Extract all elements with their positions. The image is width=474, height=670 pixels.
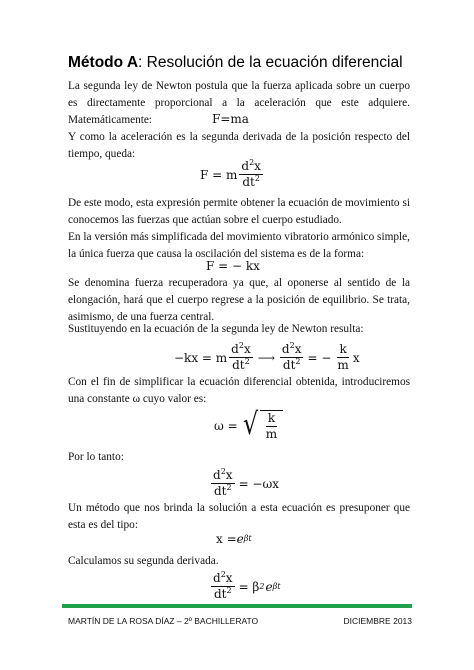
eq6-rhs: = −ωx <box>238 476 280 491</box>
footer-date: DICIEMBRE 2013 <box>343 616 412 626</box>
footer-author: MARTÍN DE LA ROSA DÍAZ – 2º BACHILLERATO <box>68 616 259 626</box>
exp-e: e <box>236 532 244 546</box>
fraction-d2x-dt2-b: $\frac{d^2x}{dt^2}$ <box>281 341 302 372</box>
square-root <box>241 407 284 442</box>
paragraph-6: Sustituyendo en la ecuación de la segunda ley de Newton resulta: <box>68 323 364 335</box>
paragraph-1: La segunda ley de Newton postula que la fuerza aplicada sobre un cuerpo es directamente proporcional a la aceleración que este adquiere. Matemáticamente: <box>68 80 410 126</box>
title-method: Método A <box>68 54 139 71</box>
paragraph-9: Un método que nos brinda la solución a esta ecuación es presuponer que esta es del tipo: <box>68 502 410 531</box>
equation-newton: F=ma <box>212 112 249 126</box>
eq7-lhs: x = <box>216 532 237 546</box>
paragraph-8: Por lo tanto: <box>68 451 124 463</box>
fraction-d2x-dt2: $\frac{d^2x}{dt^2}$ <box>241 158 261 189</box>
radical-sign: √ <box>242 407 258 442</box>
paragraph-4: En la versión más simplificada del movimiento vibratorio armónico simple, la única fuerza que causa la oscilación del sistema es de la forma: <box>68 231 410 260</box>
omega-lhs: ω = <box>214 418 238 433</box>
eq8-rhs: = β <box>238 579 260 594</box>
eq2-lhs: F = m <box>200 167 238 182</box>
eq4-x: x <box>352 350 360 365</box>
equation-trial-solution: x = e βt <box>216 532 252 546</box>
paragraph-10: Calculamos su segunda derivada. <box>68 555 219 567</box>
exp-e-2: e <box>265 579 273 594</box>
equation-restoring-force: F = − kx <box>206 259 260 273</box>
equation-second-derivative <box>200 160 265 189</box>
paragraph-7: Con el fin de simplificar la ecuación diferencial obtenida, introduciremos una constante ω cuyo valor es: <box>68 376 410 405</box>
equation-second-derivative-solution: $\frac{d^2x}{dt^2}$ = β 2 e βt <box>213 570 281 601</box>
paragraph-2: Y como la aceleración es la segunda derivada de la posición respecto del tiempo, queda: <box>68 131 410 160</box>
equals-minus: = − <box>307 350 332 365</box>
paragraph-3: De este modo, esta expresión permite obtener la ecuación de movimiento si conocemos las fuerzas que actúan sobre el cuerpo estudiado. <box>68 197 410 226</box>
equation-harmonic <box>209 469 279 498</box>
equation-substitution <box>174 343 360 372</box>
paragraph-5: Se denomina fuerza recuperadora ya que, al oponerse al sentido de la elongación, hará que el cuerpo regrese a la posición de equilibrio. Se trata, asimismo, de una fuerza central. <box>68 277 410 323</box>
fraction-d2x-dt2-c: $\frac{d^2x}{dt^2}$ <box>213 467 233 498</box>
section-title <box>68 54 403 72</box>
title-rest: : Resolución de la ecuación diferencial <box>138 54 403 71</box>
fraction-d2x-dt2-a: $\frac{d^2x}{dt^2}$ <box>231 341 251 372</box>
footer-divider <box>62 604 412 608</box>
arrow-symbol: ⟶ <box>257 350 275 365</box>
fraction-k-m: $\frac{k}{m}$ <box>337 342 349 372</box>
fraction-k-m-root: $\frac{k}{m}$ <box>265 411 278 441</box>
equation-omega <box>214 407 283 442</box>
fraction-d2x-dt2-d: $\frac{d^2x}{dt^2}$ <box>213 570 233 601</box>
eq4-lhs: −kx = m <box>174 350 228 365</box>
